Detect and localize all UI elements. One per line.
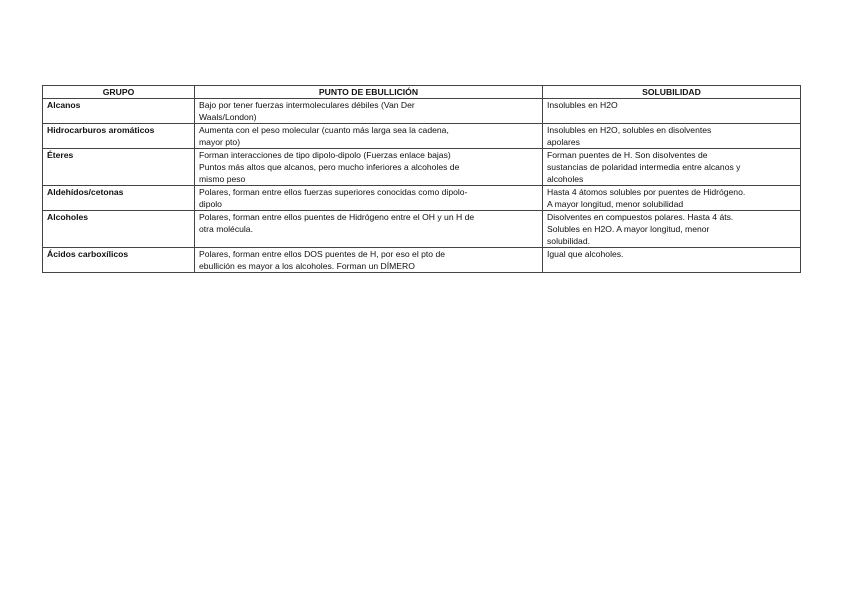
cell-punto-ebullicion bbox=[195, 186, 543, 211]
cell-grupo: Alcoholes bbox=[43, 211, 195, 248]
cell-text-line: ebullición es mayor a los alcoholes. Forman un DÍMERO bbox=[199, 261, 415, 271]
cell-punto-ebullicion bbox=[195, 149, 543, 186]
cell-grupo: Ácidos carboxílicos bbox=[43, 248, 195, 273]
table-row bbox=[43, 211, 801, 248]
cell-text-line: Solubles en H2O. A mayor longitud, menor bbox=[547, 224, 710, 234]
table-row bbox=[43, 248, 801, 273]
cell-solubilidad bbox=[543, 149, 801, 186]
table-body bbox=[43, 99, 801, 273]
header-row bbox=[43, 86, 801, 99]
table-row bbox=[43, 124, 801, 149]
cell-text-line: Igual que alcoholes. bbox=[547, 249, 624, 259]
cell-text-line: A mayor longitud, menor solubilidad bbox=[547, 199, 684, 209]
cell-text-line: Bajo por tener fuerzas intermoleculares débiles (Van Der bbox=[199, 100, 415, 110]
cell-text-line: Polares, forman entre ellos puentes de Hidrógeno entre el OH y un H de bbox=[199, 212, 475, 222]
cell-punto-ebullicion bbox=[195, 248, 543, 273]
cell-text-line: apolares bbox=[547, 137, 580, 147]
cell-solubilidad bbox=[543, 186, 801, 211]
cell-text-line: sustancias de polaridad intermedia entre alcanos y bbox=[547, 162, 741, 172]
table-row bbox=[43, 186, 801, 211]
cell-punto-ebullicion bbox=[195, 124, 543, 149]
cell-solubilidad bbox=[543, 211, 801, 248]
cell-solubilidad bbox=[543, 248, 801, 273]
cell-text-line: Hasta 4 átomos solubles por puentes de Hidrógeno. bbox=[547, 187, 746, 197]
cell-solubilidad bbox=[543, 124, 801, 149]
table-row bbox=[43, 149, 801, 186]
cell-text-line: Puntos más altos que alcanos, pero mucho inferiores a alcoholes de bbox=[199, 162, 460, 172]
cell-text-line: solubilidad. bbox=[547, 236, 590, 246]
cell-solubilidad bbox=[543, 99, 801, 124]
header-solubilidad: SOLUBILIDAD bbox=[543, 86, 801, 99]
cell-text-line: alcoholes bbox=[547, 174, 584, 184]
cell-text-line: dipolo bbox=[199, 199, 222, 209]
cell-punto-ebullicion bbox=[195, 211, 543, 248]
properties-table bbox=[42, 85, 801, 273]
cell-punto-ebullicion bbox=[195, 99, 543, 124]
cell-text-line: Insolubles en H2O bbox=[547, 100, 618, 110]
cell-text-line: Waals/London) bbox=[199, 112, 257, 122]
cell-text-line: Polares, forman entre ellos DOS puentes de H, por eso el pto de bbox=[199, 249, 446, 259]
cell-grupo: Alcanos bbox=[43, 99, 195, 124]
cell-grupo: Hidrocarburos aromáticos bbox=[43, 124, 195, 149]
cell-text-line: Disolventes en compuestos polares. Hasta 4 áts. bbox=[547, 212, 734, 222]
cell-text-line: Polares, forman entre ellos fuerzas superiores conocidas como dipolo- bbox=[199, 187, 468, 197]
cell-text-line: Forman interacciones de tipo dipolo-dipolo (Fuerzas enlace bajas) bbox=[199, 150, 451, 160]
header-punto-ebullicion: PUNTO DE EBULLICIÓN bbox=[195, 86, 543, 99]
cell-text-line: mismo peso bbox=[199, 174, 246, 184]
cell-text-line: Forman puentes de H. Son disolventes de bbox=[547, 150, 708, 160]
cell-text-line: otra molécula. bbox=[199, 224, 253, 234]
cell-grupo: Aldehídos/cetonas bbox=[43, 186, 195, 211]
cell-grupo: Éteres bbox=[43, 149, 195, 186]
header-grupo: GRUPO bbox=[43, 86, 195, 99]
cell-text-line: Insolubles en H2O, solubles en disolventes bbox=[547, 125, 712, 135]
cell-text-line: Aumenta con el peso molecular (cuanto más larga sea la cadena, bbox=[199, 125, 449, 135]
table-row bbox=[43, 99, 801, 124]
cell-text-line: mayor pto) bbox=[199, 137, 241, 147]
